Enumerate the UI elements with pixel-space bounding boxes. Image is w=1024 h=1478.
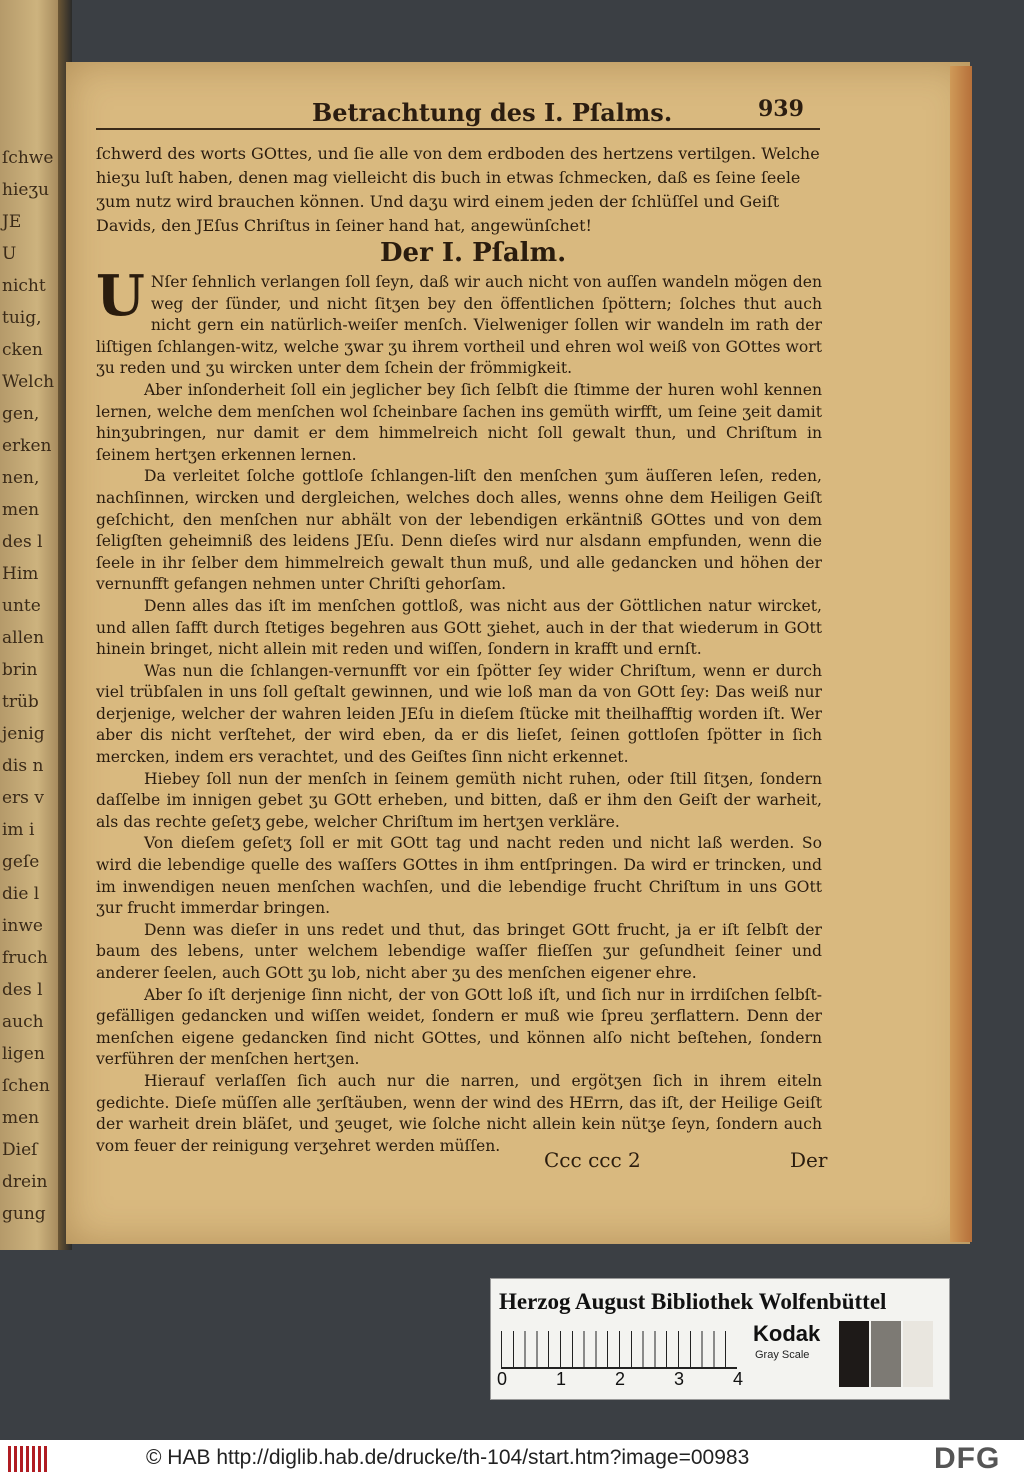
ruler-number: 0 xyxy=(497,1369,508,1389)
page-number: 939 xyxy=(758,96,804,122)
facing-text-fragment: auch xyxy=(2,1012,44,1032)
facing-text-fragment: nen, xyxy=(2,468,40,488)
kodak-logo: Kodak xyxy=(753,1321,821,1346)
psalm-title: Der I. Pſalm. xyxy=(380,238,567,268)
page-edge xyxy=(950,66,972,1242)
facing-text-fragment: men xyxy=(2,500,40,520)
facing-text-fragment: JE xyxy=(2,212,22,232)
copyright-link[interactable]: © HAB http://diglib.hab.de/drucke/th-104/start.htm?image=00983 xyxy=(146,1446,750,1469)
running-header: Betrachtung des I. Pſalms. xyxy=(312,98,673,127)
facing-page-edge xyxy=(0,0,62,1250)
facing-text-fragment: drein xyxy=(2,1172,48,1192)
facing-text-fragment: im i xyxy=(2,820,35,840)
paragraph: Hierauf verlaſſen ſich auch nur die narren, und ergötʒen ſich in ihrem eiteln gedichte. Dieſe müſſen alle ʒerſtäuben, wenn der wind des HErrn, das iſt, der Heilige Geiſt der warheit drein bläſet, und ʒeuget, wie ſolche nicht allein kein nütʒe ſeyn, ſondern auch vom feuer der reinigung verʒehret werden müſſen. xyxy=(96,1071,822,1155)
ruler-number: 3 xyxy=(674,1369,685,1389)
ruler-number: 1 xyxy=(556,1369,567,1389)
facing-text-fragment: brin xyxy=(2,660,38,680)
facing-text-fragment: erken xyxy=(2,436,52,456)
signature-mark: Ccc ccc 2 xyxy=(544,1148,641,1172)
paragraph: Aber ſo iſt derjenige ſinn nicht, der von GOtt loß iſt, und ſich nur in irrdiſchen ſelbſt-gefälligen gedancken und wiſſen weidet, ſondern er muß wie ſpreu ʒerflattern. Denn der menſchen eigene gedancken ſind nicht GOttes, und können alſo nicht beſtehen, ſondern verführen der menſchen hertʒen. xyxy=(96,985,822,1069)
facing-text-fragment: Welch xyxy=(2,372,55,392)
paragraph: Denn alles das iſt im menſchen gottloß, was nicht aus der Göttlichen natur wircket, und allen ſafft durch ſtetiges begehren aus GOtt ʒiehet, auch in der that wiederum in GOtt hinein bringet, nicht allein mit reden und wiſſen, ſondern in krafft und ernſt. xyxy=(96,596,822,659)
gray-swatch-dark xyxy=(839,1321,869,1387)
catchword: Der xyxy=(790,1148,828,1172)
facing-text-fragment: tuig, xyxy=(2,308,42,328)
facing-text-fragment: gung xyxy=(2,1204,46,1224)
intro-paragraph: ſchwerd des worts GOttes, und ſie alle von dem erdboden des hertzens vertilgen. Welche hieʒu luſt haben, denen mag vielleicht dis buch in etwas ſchmecken, daß es ſeine ſeele ʒum nutz wird brauchen können. Und daʒu wird einem jeden der ſchlüſſel und Geiſt Davids, den JEſus Chriſtus in ſeiner hand hat, angewünſchet! xyxy=(96,144,820,235)
facing-text-fragment: allen xyxy=(2,628,45,648)
facing-text-fragment: trüb xyxy=(2,692,39,712)
facing-text-fragment: men xyxy=(2,1108,40,1128)
library-color-card xyxy=(490,1278,950,1400)
facing-text-fragment: ſchwe xyxy=(2,148,54,168)
facing-text-fragment: fruch xyxy=(2,948,48,968)
facing-text-fragment: jenig xyxy=(2,724,45,744)
gray-scale-label: Gray Scale xyxy=(755,1349,810,1361)
facing-text-fragment: des l xyxy=(2,980,43,1000)
facing-text-fragment: ſchen xyxy=(2,1076,50,1096)
library-name: Herzog August Bibliothek Wolfenbüttel xyxy=(499,1289,887,1314)
facing-text-fragment: cken xyxy=(2,340,43,360)
facing-text-fragment: ers v xyxy=(2,788,44,808)
paragraph: U Nſer ſehnlich verlangen ſoll ſeyn, daß wir auch nicht von auſſen wandeln mögen den weg der ſünder, und nicht ſitʒen bey den öffentlichen ſpöttern; ſolches thut auch nicht gern ein natürlich-weiſer menſch. Vielweniger ſollen wir wandeln im rath der liſtigen ſchlangen-witz, welche ʒwar ʒu ihrem vortheil und ehren wol weiß von GOttes wort ʒu reden und ʒu wircken unter dem ſchein der frömmigkeit. xyxy=(96,263,822,378)
gray-swatch-mid xyxy=(871,1321,901,1387)
facing-text-fragment: unte xyxy=(2,596,41,616)
facing-text-fragment: Dieſ xyxy=(2,1140,38,1160)
ruler-number: 4 xyxy=(733,1369,744,1389)
paragraph: Von dieſem geſetʒ ſoll er mit GOtt tag und nacht reden und nicht laß werden. So wird die lebendige quelle des waſſers GOttes in ihm entſpringen. Da wird er trincken, und im inwendigen neuen menſchen wachſen, und die lebendige frucht Chriſtum in uns GOtt ʒur frucht immerdar bringen. xyxy=(96,834,822,918)
facing-text-fragment: gen, xyxy=(2,404,40,424)
facing-text-fragment: U xyxy=(2,244,17,264)
hab-logo-icon xyxy=(8,1446,48,1472)
dfg-logo: DFG xyxy=(934,1442,1001,1475)
measurement-ruler xyxy=(501,1331,737,1369)
facing-text-fragment: ligen xyxy=(2,1044,45,1064)
header-rule xyxy=(96,128,820,130)
gray-swatch-light xyxy=(903,1321,933,1387)
facing-text-fragment: geſe xyxy=(2,852,40,872)
paragraph: Hiebey ſoll nun der menſch in ſeinem gemüth nicht ruhen, oder ſtill ſitʒen, ſondern daſſelbe im innigen gebet ʒu GOtt erheben, und bitten, daß er ihm den Geiſt der warheit, als das rechte geſetʒ gebe, welcher Chriſtum im hertʒen verkläre. xyxy=(96,769,822,831)
facing-text-fragment: die l xyxy=(2,884,40,904)
paragraph: Da verleitet ſolche gottloſe ſchlangen-liſt den menſchen ʒum äuſſeren leſen, reden, nachſinnen, wircken und dergleichen, welches doch alles, wenns ohne dem Heiligen Geiſt geſchicht, den menſchen nur abhält von der lebendigen erkäntniß GOttes und von dem ſeligſten geheimniß des leidens JEſu. Denn dieſes wird nur alsdann empfunden, wenn die ſeele in ihr ſelber dem himmelreich gewalt thun muß, und alle gedancken und höhen der vernunfft gefangen nehmen unter Chriſti gehorſam. xyxy=(96,467,822,594)
ruler-number: 2 xyxy=(615,1369,626,1389)
facing-text-fragment: hieʒu xyxy=(2,180,49,200)
paragraph: Was nun die ſchlangen-vernunfft vor ein ſpötter ſey wider Chriſtum, wenn er durch viel trübſalen in uns ſoll geſtalt gewinnen, und wie loß man da von GOtt ſey: Das weiß nur derjenige, welcher der wahren leiden JEſu in dieſem ſtücke mit theilhafftig worden iſt. Wer aber dis nicht verſtehet, der wird eben, da er dis lieſet, ſeinen gottloſen ſpötter in ſich mercken, indem ers verachtet, und des Geiſtes ſinn nicht erkennet. xyxy=(96,661,822,767)
psalm-commentary xyxy=(96,263,822,1157)
facing-text-fragment: dis n xyxy=(2,756,44,776)
facing-text-fragment: nicht xyxy=(2,276,46,296)
paragraph: Denn was dieſer in uns redet und thut, das bringet GOtt frucht, ja er iſt ſelbſt der baum des lebens, unter welchem lebendige waſſer flieſſen ʒur geſundheit ſeiner und anderer ſeelen, auch GOtt ʒu lob, nicht aber ʒu des menſchen eigener ehre. xyxy=(96,920,822,982)
drop-cap: U xyxy=(96,263,145,329)
paragraph: Aber inſonderheit ſoll ein jeglicher bey ſich ſelbſt die ſtimme der huren wohl kennen lernen, welche dem menſchen wol ſcheinbare ſachen ins gemüth wirfft, um ſeine ʒeit damit hinʒubringen, nur damit er dem himmelreich nicht ſoll gewalt thun, und Chriſtum in ſeinem hertʒen erkennen lernen. xyxy=(96,380,822,464)
footer-bar xyxy=(0,1440,1024,1478)
facing-text-fragment: inwe xyxy=(2,916,43,936)
facing-text-fragment: des l xyxy=(2,532,43,552)
facing-text-fragment: Him xyxy=(2,564,39,584)
